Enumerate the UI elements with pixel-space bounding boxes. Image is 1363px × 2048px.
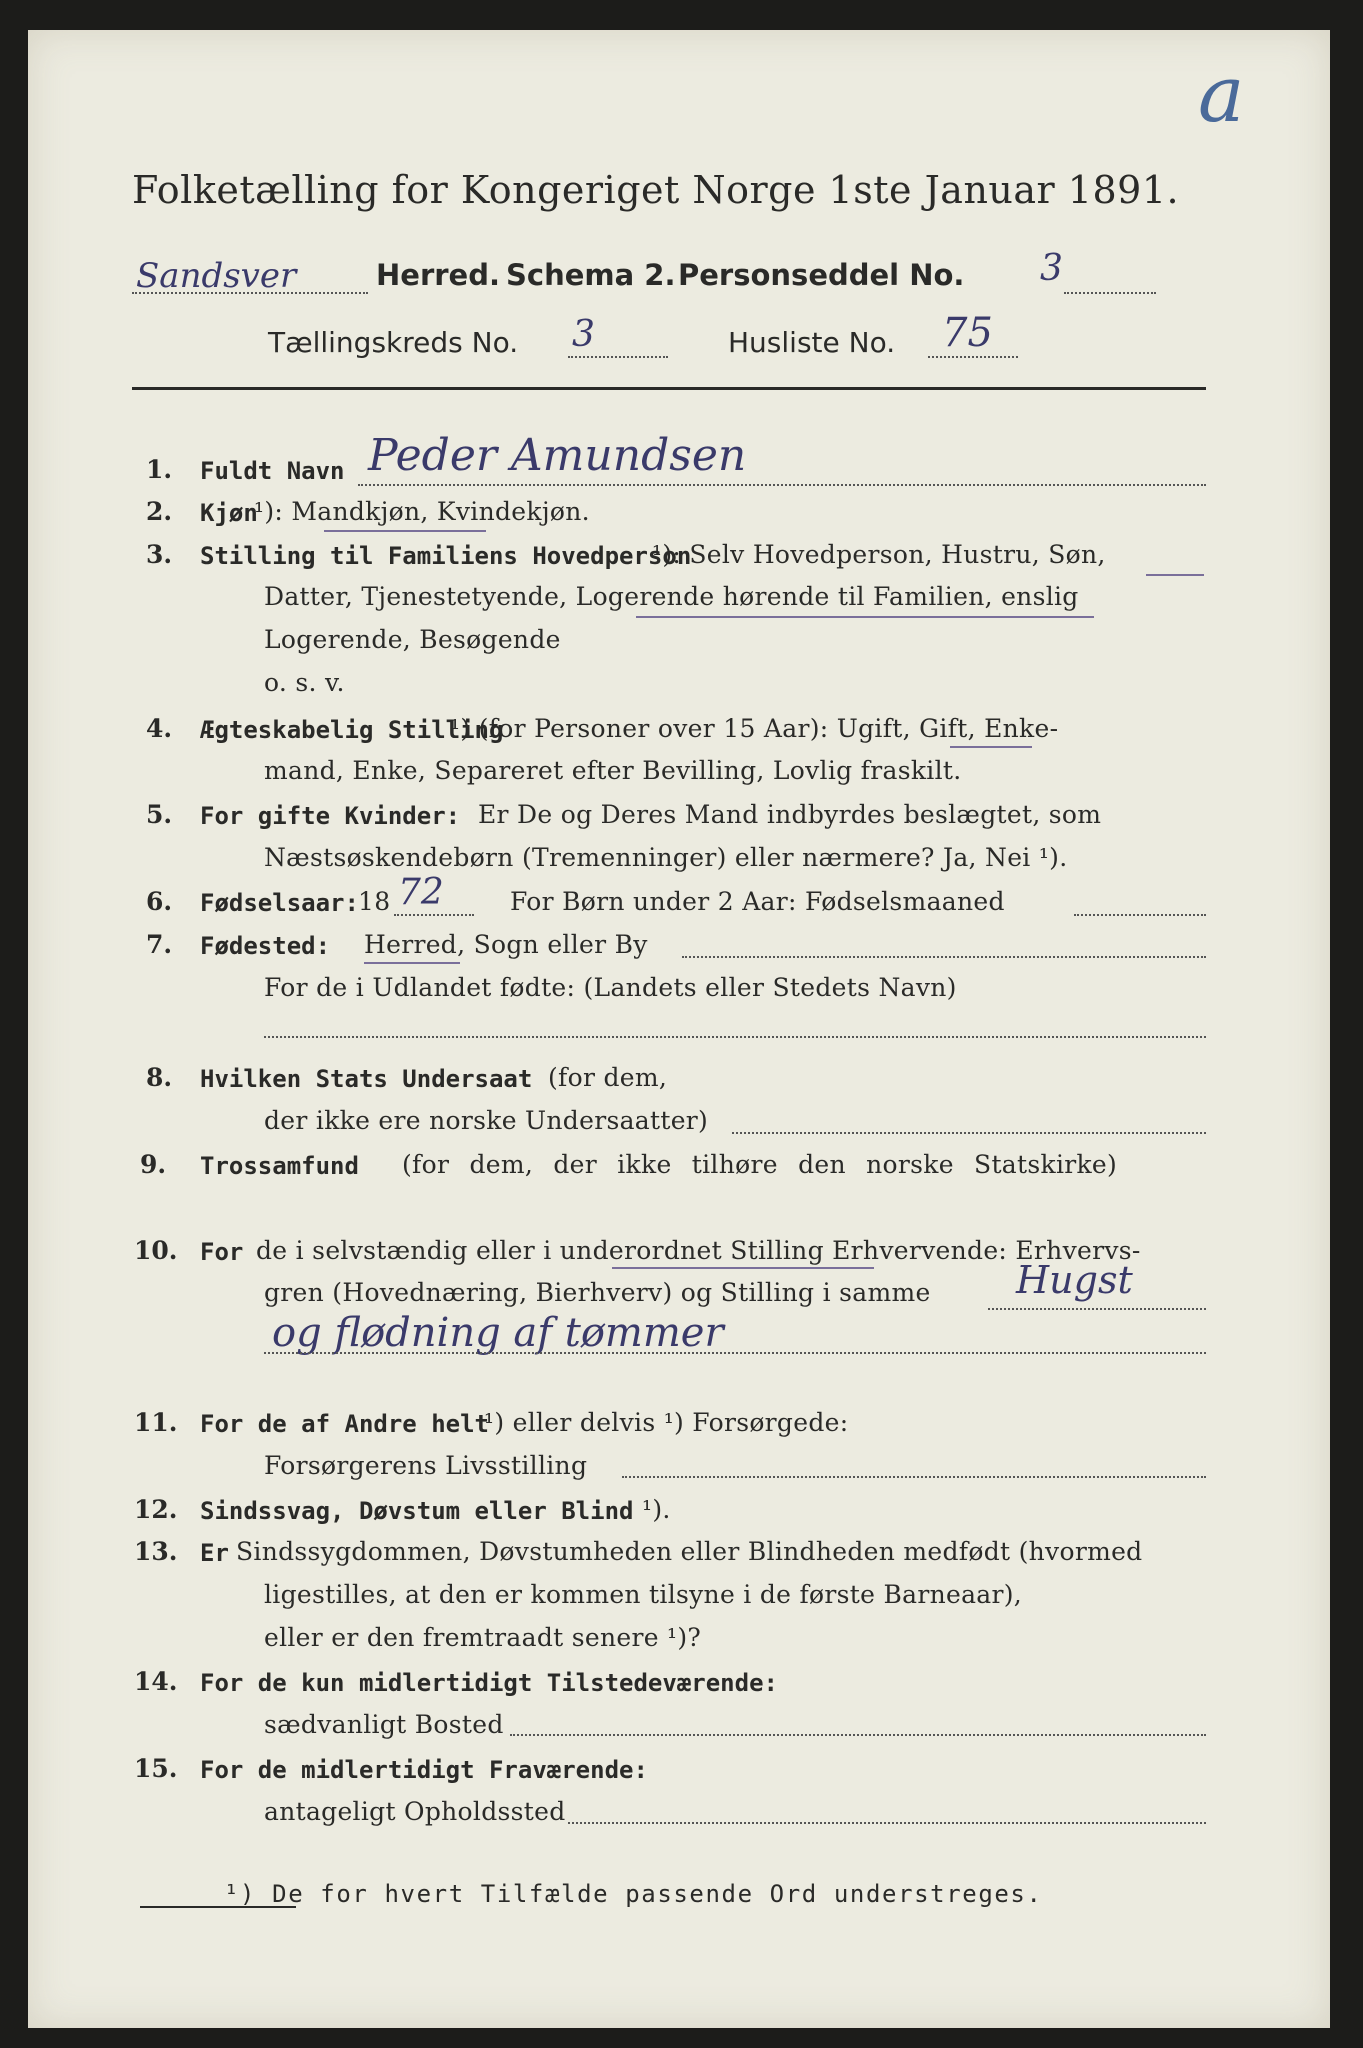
item-label: Kjøn [200, 499, 258, 527]
item-label: Trossamfund [200, 1152, 359, 1180]
item-text: ¹): Selv Hovedperson, Hustru, Søn, [652, 540, 1106, 569]
item-text: (for dem, der ikke tilhøre den norske Statskirke) [402, 1150, 1118, 1179]
item-line: Forsørgerens Livsstilling [264, 1451, 588, 1480]
form-title: Folketælling for Kongeriget Norge 1ste Januar 1891. [132, 168, 1180, 212]
item-line: antageligt Opholdssted [264, 1797, 566, 1826]
item-number: 4. [146, 714, 173, 743]
item-number: 3. [146, 540, 173, 569]
item-number: 7. [146, 930, 173, 959]
item-number: 13. [134, 1537, 178, 1566]
corner-handwritten-mark: a [1198, 50, 1245, 140]
item-text: (for dem, [548, 1063, 668, 1092]
item-number: 9. [140, 1150, 167, 1179]
item-line: sædvanligt Bosted [264, 1710, 504, 1739]
item-number: 11. [134, 1408, 178, 1437]
item-line: eller er den fremtraadt senere ¹)? [264, 1623, 702, 1652]
husliste-value: 75 [942, 310, 993, 356]
taellingskreds-value: 3 [572, 314, 595, 355]
item-label: For gifte Kvinder: [200, 802, 461, 830]
taellingskreds-label: Tællingskreds No. [268, 326, 519, 359]
underline-ugift [950, 746, 1032, 748]
item-text: ¹) eller delvis ¹) Forsørgede: [484, 1408, 849, 1437]
item-line: der ikke ere norske Undersaatter) [264, 1106, 709, 1135]
item-number: 6. [146, 887, 173, 916]
full-name-dots [358, 484, 1206, 486]
underline-underordnet [612, 1267, 874, 1269]
underline-logerende [636, 616, 1094, 618]
abroad-dots [264, 1036, 1206, 1038]
header-rule [132, 387, 1206, 390]
personseddel-label: Personseddel No. [678, 258, 965, 292]
item-number: 8. [146, 1063, 173, 1092]
personseddel-value: 3 [1040, 248, 1063, 289]
husliste-label: Husliste No. [728, 326, 896, 359]
item-label: For de af Andre helt [200, 1410, 489, 1438]
item-text: ¹). [642, 1495, 671, 1524]
item-label: For de midlertidigt Fraværende: [200, 1756, 648, 1784]
full-name-value: Peder Amundsen [368, 430, 747, 481]
item-text: ¹): Mandkjøn, Kvindekjøn. [254, 497, 590, 526]
item-line: Logerende, Besøgende [264, 625, 561, 654]
item-label: Er [200, 1539, 229, 1567]
item-number: 1. [146, 455, 173, 484]
item-label: Sindssvag, Døvstum eller Blind [200, 1497, 634, 1525]
item-line: o. s. v. [264, 668, 345, 697]
item-label: Hvilken Stats Undersaat [200, 1065, 533, 1093]
item-line: For de i Udlandet fødte: (Landets eller Stedets Navn) [264, 973, 957, 1002]
birth-month-dots [1074, 914, 1206, 916]
stay-dots [568, 1822, 1206, 1824]
item-number: 10. [134, 1236, 178, 1265]
item-number: 5. [146, 800, 173, 829]
item-text: de i selvstændig eller i underordnet Stilling Erhvervende: Erhvervs- [256, 1236, 1141, 1265]
occupation-dots-2 [264, 1352, 1206, 1354]
item-number: 15. [134, 1754, 178, 1783]
occupation-value: Hugst [1016, 1258, 1133, 1302]
item-label: Ægteskabelig Stilling [200, 716, 504, 744]
underline-son [1146, 574, 1204, 576]
personseddel-dots [1064, 292, 1156, 294]
underline-herred [364, 962, 460, 964]
item-line: mand, Enke, Separeret efter Bevilling, Lovlig fraskilt. [264, 756, 962, 785]
item-label: Fødselsaar: [200, 889, 359, 917]
item-line: gren (Hovednæring, Bierhverv) og Stilling i samme [264, 1278, 931, 1307]
item-text-2: For Børn under 2 Aar: Fødselsmaaned [510, 887, 1005, 916]
item-line: Næstsøskendebørn (Tremenninger) eller nærmere? Ja, Nei ¹). [264, 843, 1068, 872]
item-text: Herred, Sogn eller By [364, 930, 648, 959]
item-text: Sindssygdommen, Døvstumheden eller Blindheden medfødt (hvormed [236, 1537, 1143, 1566]
birth-year-dots [394, 914, 474, 916]
item-label: For [200, 1238, 244, 1266]
herred-value: Sandsver [136, 256, 297, 296]
item-number: 12. [134, 1495, 178, 1524]
item-label: Fuldt Navn [200, 457, 345, 485]
provider-dots [622, 1476, 1206, 1478]
item-line: ligestilles, at den er kommen tilsyne i de første Barneaar), [264, 1580, 1023, 1609]
item-text: ¹) (for Personer over 15 Aar): Ugift, Gift, Enke- [450, 714, 1059, 743]
birth-year-value: 72 [398, 872, 444, 913]
schema-label: Schema 2. [506, 258, 676, 292]
item-text: Er De og Deres Mand indbyrdes beslægtet, som [478, 800, 1102, 829]
census-form-sheet [28, 30, 1330, 2028]
item-text: 18 [358, 887, 391, 916]
herred-dots [132, 292, 368, 294]
residence-dots [510, 1734, 1206, 1736]
husliste-dots [928, 356, 1018, 358]
item-line: Datter, Tjenestetyende, Logerende hørende til Familien, enslig [264, 582, 1079, 611]
item-number: 14. [134, 1667, 178, 1696]
citizenship-dots [732, 1132, 1206, 1134]
item-label: Fødested: [200, 932, 331, 960]
item-number: 2. [146, 497, 173, 526]
birthplace-dots [682, 956, 1206, 958]
occupation-dots [988, 1308, 1206, 1310]
item-label: For de kun midlertidigt Tilstedeværende: [200, 1669, 778, 1697]
taellingskreds-dots [568, 356, 668, 358]
footnote: ¹) De for hvert Tilfælde passende Ord understreges. [224, 1880, 1043, 1908]
underline-mandkjon [324, 530, 486, 532]
item-label: Stilling til Familiens Hovedperson [200, 542, 692, 570]
herred-label: Herred. [376, 258, 500, 292]
occupation-value-2: og flødning af tømmer [272, 1310, 724, 1356]
